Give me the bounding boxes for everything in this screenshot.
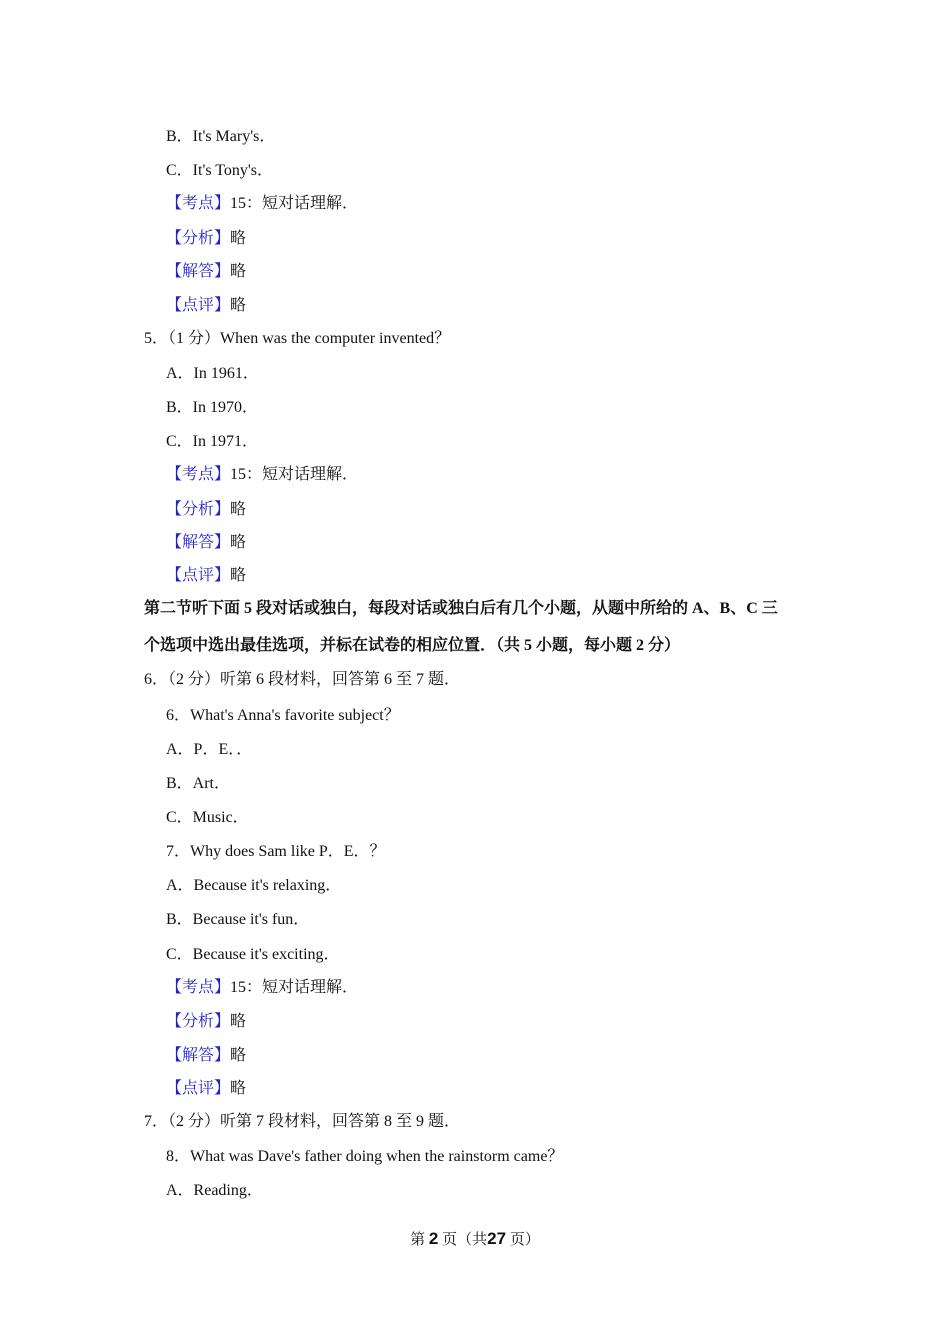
jieda-tag: 【解答】 xyxy=(166,1047,231,1064)
q7-sub8: 8．What was Dave's father doing when the rainstorm came？ xyxy=(166,1148,564,1165)
q6-sub6-option-b: B．Art． xyxy=(166,775,231,792)
q5-option-b: B．In 1970． xyxy=(166,399,259,416)
q6-sub7: 7．Why does Sam like P．E．？ xyxy=(166,843,386,860)
q5-fenxi xyxy=(166,500,246,520)
q4-option-b: B．It's Mary's． xyxy=(166,128,276,145)
jieda-tag: 【解答】 xyxy=(166,534,231,551)
q6-sub6: 6．What's Anna's favorite subject？ xyxy=(166,707,400,724)
q4-fenxi xyxy=(166,229,246,249)
jieda-text: 略 xyxy=(230,263,247,280)
dianping-tag: 【点评】 xyxy=(166,567,231,584)
q5-question: 5．（1 分）When was the computer invented？ xyxy=(144,330,451,347)
footer-middle: 页（共 xyxy=(442,1232,488,1248)
kaodian-text: 15：短对话理解． xyxy=(230,466,359,483)
kaodian-text: 15：短对话理解． xyxy=(230,195,359,212)
fenxi-text: 略 xyxy=(230,230,247,247)
dianping-tag: 【点评】 xyxy=(166,1080,231,1097)
q6-fenxi xyxy=(166,1012,246,1032)
q6-sub6-option-a: A．P．E．． xyxy=(166,741,253,758)
fenxi-text: 略 xyxy=(230,1013,247,1030)
dianping-text: 略 xyxy=(230,567,247,584)
fenxi-tag: 【分析】 xyxy=(166,1013,231,1030)
q4-option-c: C．It's Tony's． xyxy=(166,162,274,179)
q4-jieda xyxy=(166,262,246,282)
q6-jieda xyxy=(166,1046,246,1066)
q6-sub7-option-a: A．Because it's relaxing． xyxy=(166,877,342,894)
jieda-text: 略 xyxy=(230,1047,247,1064)
dianping-text: 略 xyxy=(230,1080,247,1097)
footer-page-number: 2 xyxy=(428,1229,439,1248)
kaodian-tag: 【考点】 xyxy=(166,195,231,212)
q7-sub8-option-a: A．Reading． xyxy=(166,1182,263,1199)
q6-question: 6．（2 分）听第 6 段材料，回答第 6 至 7 题． xyxy=(144,671,461,688)
fenxi-tag: 【分析】 xyxy=(166,501,231,518)
q5-dianping xyxy=(166,566,246,586)
page-footer xyxy=(0,1228,950,1251)
dianping-text: 略 xyxy=(230,297,247,314)
q5-kaodian xyxy=(166,465,358,485)
q4-kaodian xyxy=(166,194,358,214)
section2-heading-line1: 第二节听下面 5 段对话或独白，每段对话或独白后有几个小题，从题中所给的 A、B、C 三 xyxy=(144,600,778,617)
jieda-text: 略 xyxy=(230,534,247,551)
q5-jieda xyxy=(166,533,246,553)
footer-prefix: 第 xyxy=(410,1232,426,1248)
footer-total-pages: 27 xyxy=(487,1229,507,1248)
q6-sub6-option-c: C．Music． xyxy=(166,809,249,826)
dianping-tag: 【点评】 xyxy=(166,297,231,314)
kaodian-tag: 【考点】 xyxy=(166,979,231,996)
section2-heading-line2: 个选项中选出最佳选项，并标在试卷的相应位置．（共 5 小题，每小题 2 分） xyxy=(144,637,681,654)
footer-suffix: 页） xyxy=(509,1232,540,1248)
q6-sub7-option-b: B．Because it's fun． xyxy=(166,911,310,928)
jieda-tag: 【解答】 xyxy=(166,263,231,280)
q6-dianping xyxy=(166,1079,246,1099)
q6-kaodian xyxy=(166,978,358,998)
q5-option-c: C．In 1971． xyxy=(166,433,259,450)
fenxi-tag: 【分析】 xyxy=(166,230,231,247)
fenxi-text: 略 xyxy=(230,501,247,518)
q4-dianping xyxy=(166,296,246,316)
q7-question: 7．（2 分）听第 7 段材料，回答第 8 至 9 题． xyxy=(144,1113,461,1130)
q5-option-a: A．In 1961． xyxy=(166,365,259,382)
q6-sub7-option-c: C．Because it's exciting． xyxy=(166,946,340,963)
kaodian-tag: 【考点】 xyxy=(166,466,231,483)
kaodian-text: 15：短对话理解． xyxy=(230,979,359,996)
